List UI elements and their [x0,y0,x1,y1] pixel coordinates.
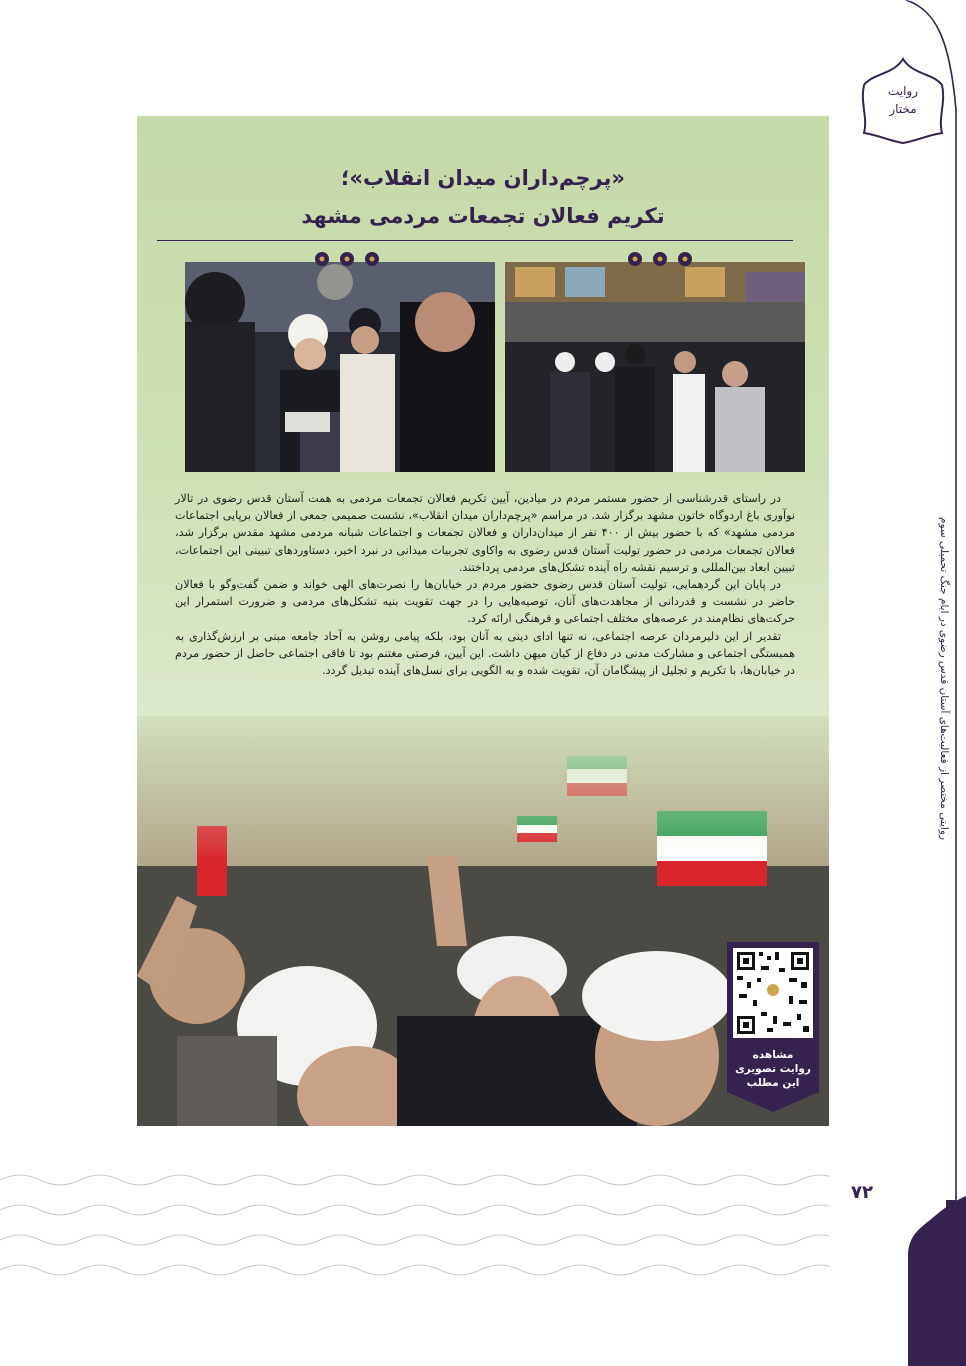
paragraph-2: در پایان این گردهمایی، تولیت آستان قدس رضوی حضور مردم در خیابان‌ها را نصرت‌های الهی خواند و ضمن گفت‌وگو با فعالان حاضر در نشست و قدردانی از مجاهدت‌های آنان، توصیه‌هایی را در جهت تقویت بنیه تشکل‌های مردمی و ضرورت استمرار این حرکت‌های نظام‌مند در عرصه‌های مختلف اجتماعی و فرهنگی ارائه کرد. [175,578,795,626]
ornament-left [312,248,382,270]
page-number: ۷۲ [851,1182,873,1203]
qr-label-line2: روایت تصویری [735,1063,811,1075]
article-title-line1: «پرچم‌داران میدان انقلاب»؛ [341,166,625,190]
paragraph-3: تقدیر از این دلیرمردان عرصه اجتماعی، نه تنها ادای دینی به آنان بود، بلکه پیامی روشن به آحاد جامعه مبنی بر ارزش‌گذاری به همبستگی اجتماعی و مشارکت مدنی در دفاع از کیان میهن داشت. این آیین، فرصتی مغتنم بود تا فاقی اجتماعی حاصل از حضور مردم در خیابان‌ها، با تکریم و تجلیل از پیشگامان آن، تقویت شده و به الگویی برای نسل‌های آینده تبدیل گردد. [175,629,795,678]
article-title-line2: تکریم فعالان تجمعات مردمی مشهد [301,204,665,228]
bottom-pattern [0,1170,830,1290]
ornament-right [625,248,695,270]
paragraph-1: در راستای قدرشناسی از حضور مستمر مردم در میادین، آیین تکریم فعالان تجمعات مردمی به همت آستان قدس رضوی در تالار نوآوری باغ اردوگاه خاتون مشهد برگزار شد. در مراسم «پرچم‌داران میدان انقلاب»، نشست صمیمی جمعی از فعالان برپایی اجتماعات مردمی مشهد» که با حضور بیش از ۴۰۰ نفر از میدان‌داران و فعالان تجمعات و اجتماعات شبانه مردمی مشهد مقدس برگزار شد، فعالان تجمعات مردمی در حضور تولیت آستان قدس رضوی به واکاوی تجربیات میدانی در نبرد اخیر، دستاوردهای تبیینی این اجتماعات، تبیین ابعاد بین‌المللی و ترسیم نقشه راه آینده تشکل‌های مردمی پرداختند. [175,492,795,574]
qr-label-line3: این مطلب [746,1077,800,1089]
qr-badge[interactable] [727,942,819,1112]
side-tab [908,1196,966,1366]
photo-crowd-flags [137,716,829,1126]
qr-label-line1: مشاهده [752,1049,794,1061]
title-divider [157,240,793,241]
article-card [137,116,829,1126]
svg-text:روایت: روایت [887,84,919,98]
article-body [175,490,795,679]
photo-greeting [185,262,495,472]
photo-audience [505,262,805,472]
svg-text:مختار: مختار [889,102,917,116]
running-title: روایتی مختصر از فعالیت‌های آستان قدس رضوی در ایام جنگ تحمیلی سوم [938,517,950,840]
